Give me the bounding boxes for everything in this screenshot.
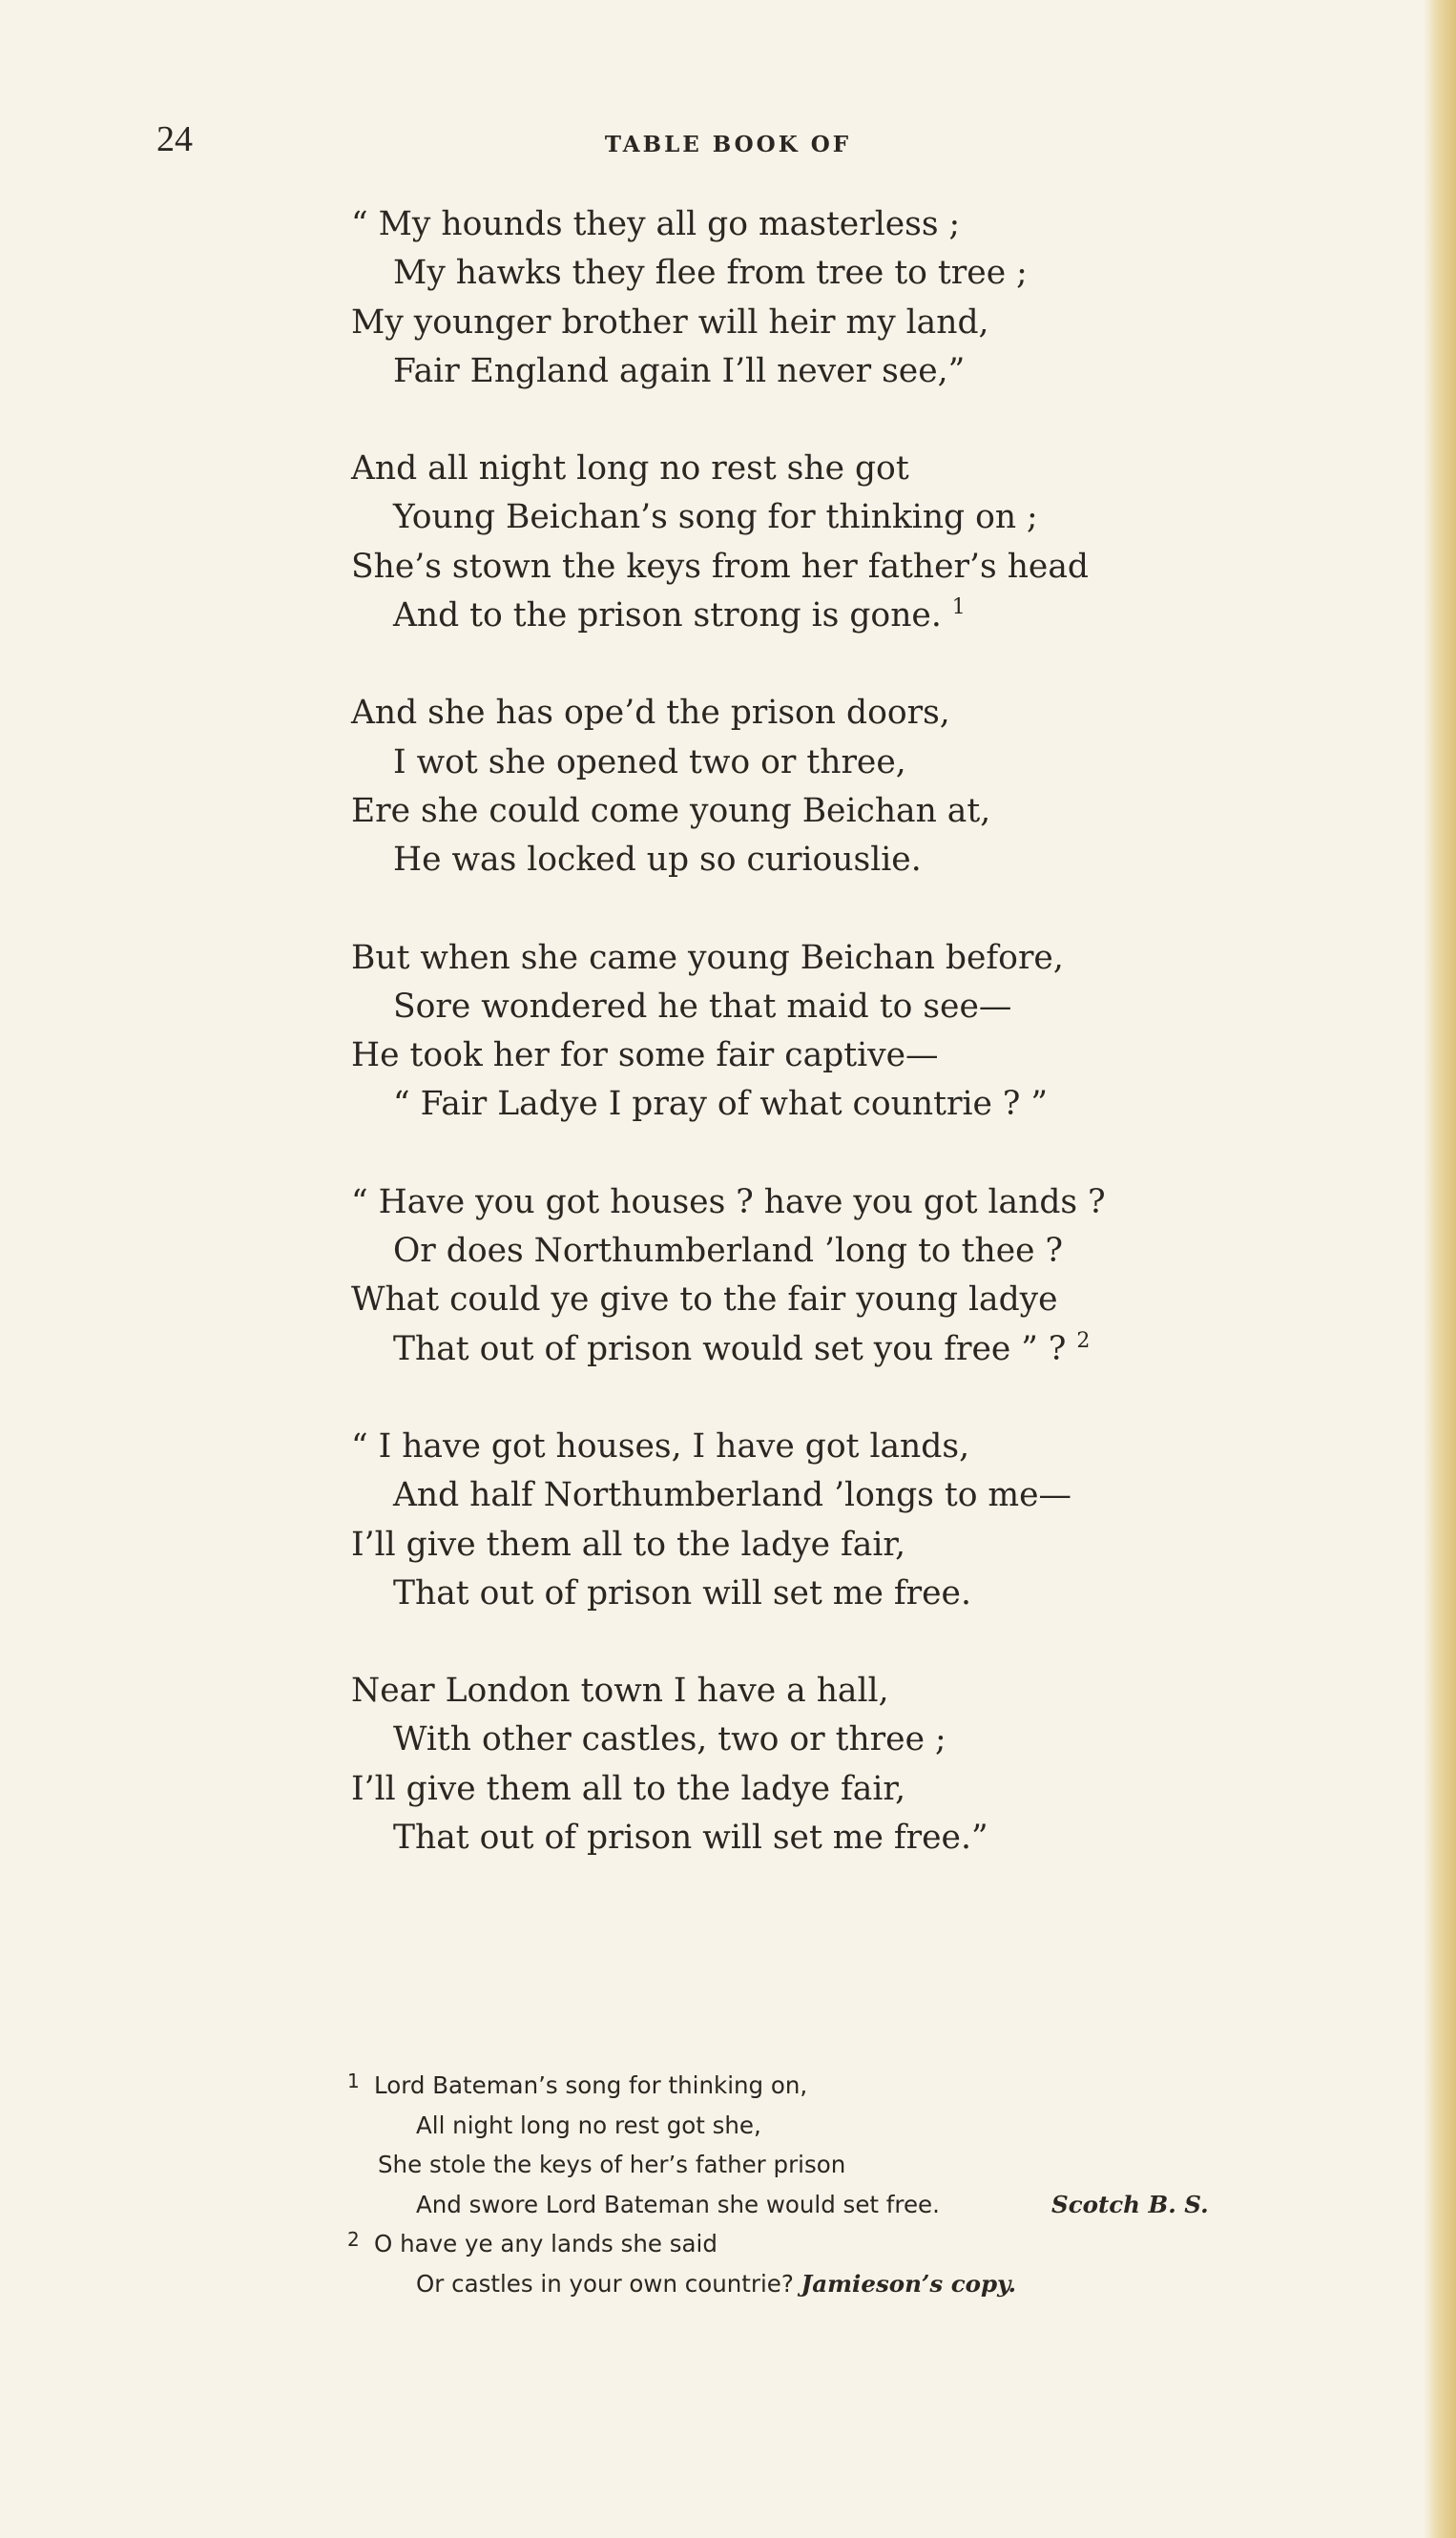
verse-line <box>351 1080 1305 1129</box>
footnote-reference: 1 <box>951 595 966 620</box>
verse-line <box>351 1471 1305 1520</box>
verse-line-text: She’s stown the keys from her father’s head <box>351 547 1089 586</box>
verse-line-text: And she has ope’d the prison doors, <box>351 694 950 733</box>
stanza <box>351 934 1305 1130</box>
verse-line-text: Fair England again I’ll never see,” <box>393 351 966 390</box>
verse-line-text: I wot she opened two or three, <box>393 742 906 781</box>
verse-line <box>351 1178 1305 1227</box>
verse-line-text: Near London town I have a hall, <box>351 1672 889 1711</box>
verse-line-text: He took her for some fair captive— <box>351 1036 939 1075</box>
verse-line-text: That out of prison will set me free.” <box>393 1819 988 1858</box>
verse-line <box>351 445 1305 493</box>
verse-line-text: I’ll give them all to the ladye fair, <box>351 1525 906 1564</box>
verse-line-text: And to the prison strong is gone. <box>393 596 942 635</box>
page-number: 24 <box>156 119 193 159</box>
verse-line <box>351 543 1305 592</box>
footnote-attribution: Jamieson’s copy. <box>801 2269 1017 2298</box>
footnote-line <box>347 2066 1301 2106</box>
verse-line <box>351 200 1305 249</box>
verse-line-text: Young Beichan’s song for thinking on ; <box>393 498 1038 537</box>
footnote-marker: 2 <box>347 2228 360 2252</box>
footnote-line <box>347 2106 1301 2146</box>
verse-line <box>351 1227 1305 1276</box>
verse-line <box>351 787 1305 836</box>
stanza <box>351 1178 1305 1374</box>
footnote-line <box>347 2185 1301 2225</box>
verse-line-text: Or does Northumberland ’long to thee ? <box>393 1232 1064 1271</box>
running-title: TABLE BOOK OF <box>604 132 852 157</box>
footnote-text: Or castles in your own countrie? <box>416 2269 794 2298</box>
footnote-line <box>347 2264 1301 2304</box>
footnote-reference: 2 <box>1076 1328 1091 1353</box>
verse-line-text: My hawks they flee from tree to tree ; <box>393 254 1028 293</box>
verse-line <box>351 739 1305 787</box>
verse-line <box>351 347 1305 396</box>
verse-line <box>351 592 1305 640</box>
verse-line-text: “ Have you got houses ? have you got lands ? <box>351 1182 1106 1221</box>
verse-line <box>351 299 1305 347</box>
verse-line-text: He was locked up so curiouslie. <box>393 841 922 880</box>
verse-line <box>351 1570 1305 1618</box>
verse-line-text: With other castles, two or three ; <box>393 1720 946 1759</box>
verse-line <box>351 1814 1305 1862</box>
verse-line <box>351 1765 1305 1814</box>
verse-line <box>351 1423 1305 1471</box>
stanza <box>351 689 1305 884</box>
footnote-line <box>347 2224 1301 2264</box>
verse-line-text: That out of prison would set you free ” ? <box>393 1329 1067 1368</box>
verse-line-text: “ Fair Ladye I pray of what countrie ? ” <box>393 1085 1048 1124</box>
verse-line-text: And all night long no rest she got <box>351 449 909 489</box>
verse-line <box>351 1716 1305 1764</box>
verse-line-text: But when she came young Beichan before, <box>351 938 1064 977</box>
verse-line <box>351 1667 1305 1716</box>
stanza <box>351 1423 1305 1618</box>
page-header <box>0 118 1456 176</box>
verse-line <box>351 1276 1305 1324</box>
page-edge <box>1424 0 1456 2538</box>
verse-line <box>351 1031 1305 1080</box>
verse-line <box>351 934 1305 983</box>
verse-line <box>351 249 1305 298</box>
verse-line-text: Ere she could come young Beichan at, <box>351 791 991 830</box>
footnote-text: She stole the keys of her’s father prison <box>378 2151 846 2179</box>
verse-line <box>351 493 1305 542</box>
footnote-line <box>347 2145 1301 2185</box>
verse-line-text: I’ll give them all to the ladye fair, <box>351 1769 906 1808</box>
footnote-attribution: Scotch B. S. <box>1051 2190 1209 2218</box>
footnote-marker: 1 <box>347 2070 360 2092</box>
verse-line-text: What could ye give to the fair young ladye <box>351 1280 1058 1320</box>
verse-line-text: “ My hounds they all go masterless ; <box>351 205 961 243</box>
verse-line-text: Sore wondered he that maid to see— <box>393 987 1012 1026</box>
verse-line-text: That out of prison will set me free. <box>393 1573 971 1612</box>
stanza <box>351 200 1305 396</box>
poem <box>351 200 1305 1911</box>
footnotes <box>347 2066 1301 2304</box>
verse-line <box>351 1325 1305 1374</box>
verse-line <box>351 983 1305 1031</box>
stanza <box>351 445 1305 640</box>
verse-line <box>351 1521 1305 1570</box>
verse-line <box>351 836 1305 884</box>
verse-line-text: “ I have got houses, I have got lands, <box>351 1426 970 1466</box>
verse-line <box>351 689 1305 738</box>
verse-line-text: And half Northumberland ’longs to me— <box>393 1476 1072 1515</box>
stanza <box>351 1667 1305 1862</box>
footnote-text: Lord Bateman’s song for thinking on, <box>374 2071 808 2099</box>
footnote-text: And swore Lord Bateman she would set free. <box>416 2190 940 2218</box>
verse-line-text: My younger brother will heir my land, <box>351 302 989 342</box>
footnote-text: O have ye any lands she said <box>374 2230 718 2258</box>
footnote-text: All night long no rest got she, <box>416 2111 761 2139</box>
